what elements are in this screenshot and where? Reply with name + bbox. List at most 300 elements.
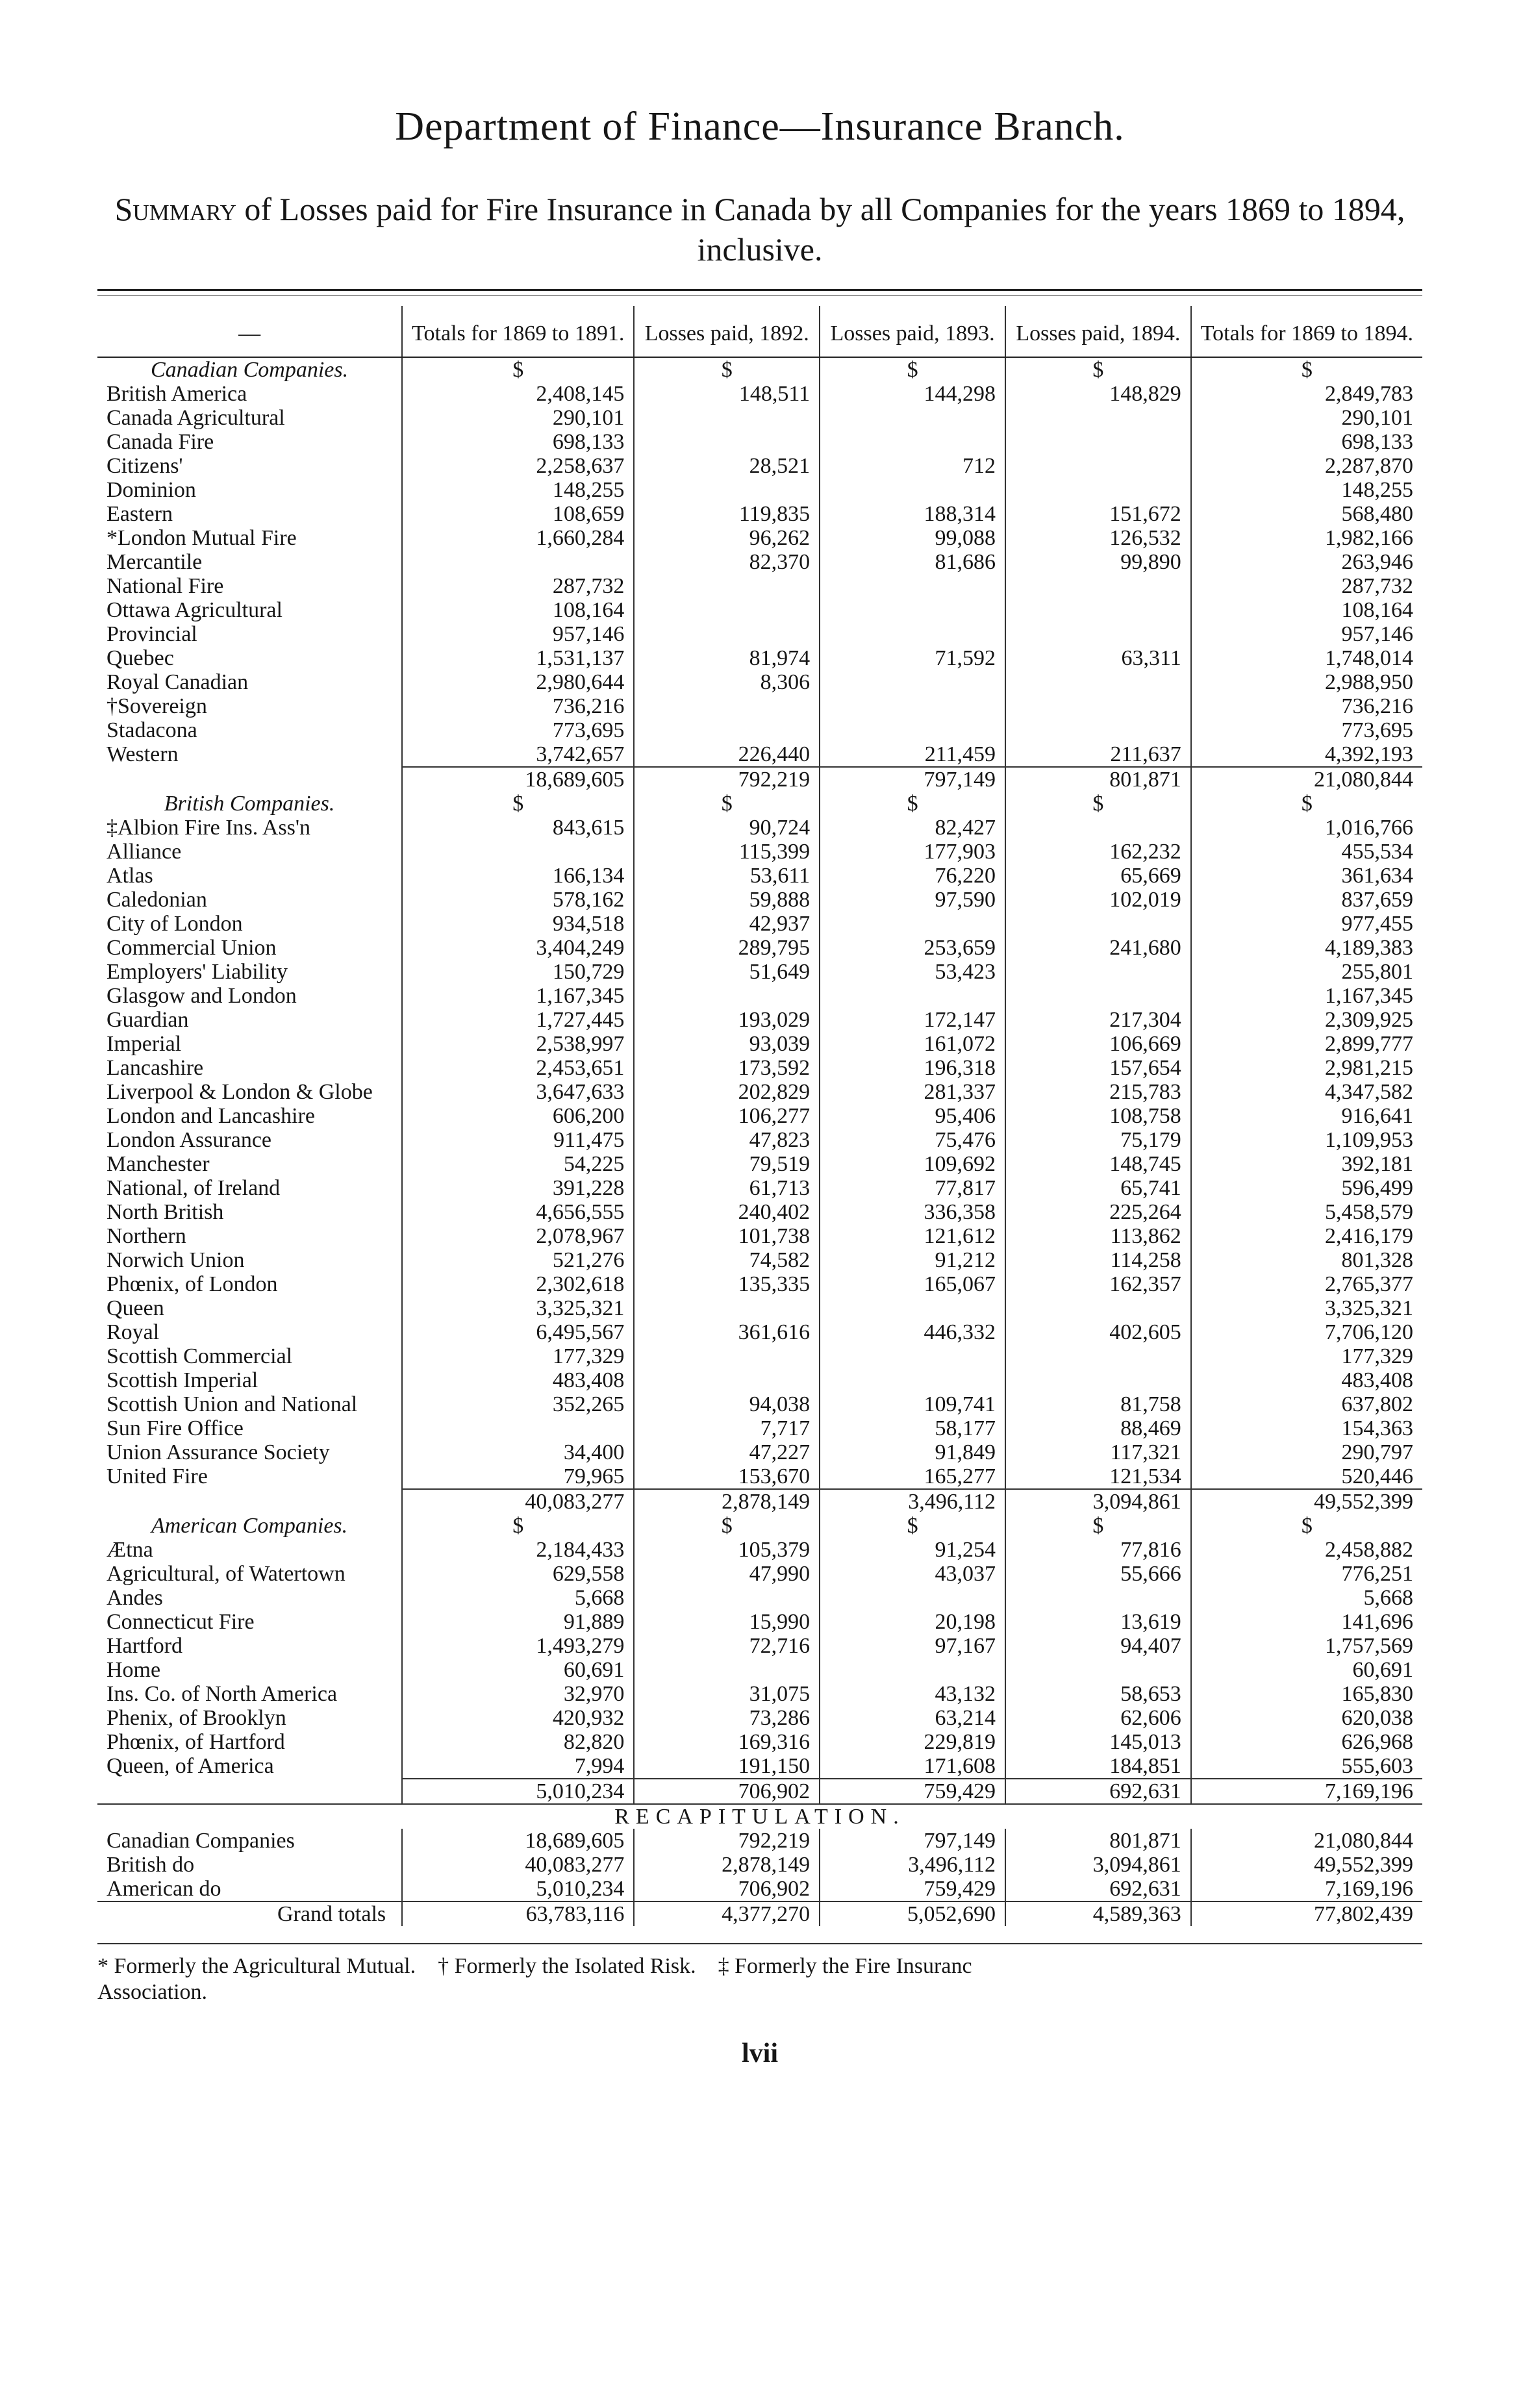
amount-cell [1005, 406, 1191, 430]
company-name: Ins. Co. of North America [107, 1682, 338, 1706]
company-name: Atlas [107, 864, 153, 888]
amount-cell: 2,078,967 [402, 1224, 634, 1248]
amount-cell: 202,829 [634, 1080, 820, 1104]
subtotal-label [97, 1779, 402, 1804]
amount-cell: 1,167,345 [402, 984, 634, 1008]
company-name: ‡Albion Fire Ins. Ass'n [107, 816, 311, 840]
amount-cell [1005, 960, 1191, 984]
table-row [97, 646, 1422, 670]
table-row [97, 1056, 1422, 1080]
amount-cell: 77,816 [1005, 1538, 1191, 1562]
amount-cell: 2,458,882 [1191, 1538, 1422, 1562]
amount-cell: 215,783 [1005, 1080, 1191, 1104]
amount-cell: 148,511 [634, 382, 820, 406]
amount-cell: 172,147 [820, 1008, 1005, 1032]
amount-cell: 54,225 [402, 1152, 634, 1176]
header-totals-1891: Totals for 1869 to 1891. [402, 306, 634, 357]
amount-cell: 65,669 [1005, 864, 1191, 888]
company-name: London and Lancashire [107, 1104, 315, 1128]
amount-cell: 229,819 [820, 1730, 1005, 1754]
amount-cell [634, 478, 820, 502]
amount-cell: 53,611 [634, 864, 820, 888]
subtotal-cell: 40,083,277 [402, 1489, 634, 1514]
amount-cell [820, 1344, 1005, 1368]
grand-total-cell: 63,783,116 [402, 1901, 634, 1926]
amount-cell: 1,016,766 [1191, 816, 1422, 840]
amount-cell: 34,400 [402, 1440, 634, 1464]
recap-cell: 49,552,399 [1191, 1853, 1422, 1877]
amount-cell [634, 574, 820, 598]
amount-cell: 2,258,637 [402, 454, 634, 478]
table-row [97, 1320, 1422, 1344]
recap-cell: 40,083,277 [402, 1853, 634, 1877]
amount-cell: 225,264 [1005, 1200, 1191, 1224]
amount-cell: 106,277 [634, 1104, 820, 1128]
amount-cell: 263,946 [1191, 550, 1422, 574]
company-name: *London Mutual Fire [107, 526, 297, 550]
amount-cell [402, 1416, 634, 1440]
company-name: Scottish Imperial [107, 1368, 258, 1392]
grand-total-cell: 4,377,270 [634, 1901, 820, 1926]
subtotal-cell: 7,169,196 [1191, 1779, 1422, 1804]
amount-cell: 148,829 [1005, 382, 1191, 406]
amount-cell: 957,146 [402, 622, 634, 646]
amount-cell: 91,212 [820, 1248, 1005, 1272]
amount-cell: 698,133 [1191, 430, 1422, 454]
table-row [97, 1368, 1422, 1392]
amount-cell: 59,888 [634, 888, 820, 912]
company-name: †Sovereign [107, 694, 207, 718]
amount-cell: 97,590 [820, 888, 1005, 912]
currency-symbol: $ [634, 792, 820, 816]
amount-cell [1005, 718, 1191, 742]
amount-cell: 837,659 [1191, 888, 1422, 912]
amount-cell [820, 1296, 1005, 1320]
section-heading: American Companies. [151, 1514, 348, 1538]
amount-cell: 79,965 [402, 1464, 634, 1489]
currency-symbol: $ [820, 357, 1005, 382]
amount-cell: 154,363 [1191, 1416, 1422, 1440]
company-name: Commercial Union [107, 936, 277, 960]
page-subtitle [97, 189, 1422, 270]
amount-cell [820, 598, 1005, 622]
amount-cell: 94,038 [634, 1392, 820, 1416]
subtotal-cell: 706,902 [634, 1779, 820, 1804]
company-name: Mercantile [107, 550, 203, 574]
amount-cell: 241,680 [1005, 936, 1191, 960]
amount-cell: 2,538,997 [402, 1032, 634, 1056]
amount-cell: 420,932 [402, 1706, 634, 1730]
company-name: Sun Fire Office [107, 1416, 244, 1440]
table-row [97, 1176, 1422, 1200]
amount-cell: 71,592 [820, 646, 1005, 670]
currency-symbol: $ [1005, 1514, 1191, 1538]
company-name: United Fire [107, 1464, 208, 1488]
amount-cell: 3,325,321 [1191, 1296, 1422, 1320]
amount-cell: 58,653 [1005, 1682, 1191, 1706]
amount-cell: 4,189,383 [1191, 936, 1422, 960]
subtitle-text: of Losses paid for Fire Insurance in Canada by all Companies for the years 1869 to 1894, inclusive. [236, 191, 1405, 268]
amount-cell: 1,982,166 [1191, 526, 1422, 550]
amount-cell: 91,849 [820, 1440, 1005, 1464]
amount-cell: 2,988,950 [1191, 670, 1422, 694]
document-page [97, 0, 1422, 2069]
amount-cell: 1,531,137 [402, 646, 634, 670]
header-losses-1892: Losses paid, 1892. [634, 306, 820, 357]
amount-cell: 3,325,321 [402, 1296, 634, 1320]
amount-cell: 2,309,925 [1191, 1008, 1422, 1032]
amount-cell: 99,088 [820, 526, 1005, 550]
amount-cell: 108,659 [402, 502, 634, 526]
amount-cell [820, 694, 1005, 718]
amount-cell: 773,695 [1191, 718, 1422, 742]
currency-symbol: $ [402, 792, 634, 816]
amount-cell: 60,691 [402, 1658, 634, 1682]
amount-cell: 287,732 [402, 574, 634, 598]
amount-cell: 736,216 [1191, 694, 1422, 718]
table-row [97, 1464, 1422, 1489]
recap-cell: 797,149 [820, 1829, 1005, 1853]
recapitulation-title: RECAPITULATION. [97, 1804, 1422, 1829]
subtotal-row [97, 1489, 1422, 1514]
amount-cell: 1,660,284 [402, 526, 634, 550]
amount-cell: 43,132 [820, 1682, 1005, 1706]
amount-cell [1005, 984, 1191, 1008]
amount-cell: 1,493,279 [402, 1634, 634, 1658]
table-row [97, 718, 1422, 742]
subtotal-row [97, 1779, 1422, 1804]
amount-cell: 121,612 [820, 1224, 1005, 1248]
amount-cell [1005, 1658, 1191, 1682]
amount-cell: 977,455 [1191, 912, 1422, 936]
company-name: Union Assurance Society [107, 1440, 330, 1464]
table-row [97, 816, 1422, 840]
amount-cell [634, 1368, 820, 1392]
company-name: Connecticut Fire [107, 1610, 255, 1634]
company-name: Lancashire [107, 1056, 204, 1080]
recap-cell: 801,871 [1005, 1829, 1191, 1853]
subtotal-cell: 49,552,399 [1191, 1489, 1422, 1514]
amount-cell: 166,134 [402, 864, 634, 888]
company-name: Western [107, 742, 179, 766]
table-row [97, 1754, 1422, 1779]
currency-symbol: $ [820, 792, 1005, 816]
table-row [97, 1440, 1422, 1464]
amount-cell: 108,164 [402, 598, 634, 622]
company-name: Canada Agricultural [107, 406, 285, 430]
subtotal-cell: 759,429 [820, 1779, 1005, 1804]
amount-cell [820, 670, 1005, 694]
amount-cell: 7,717 [634, 1416, 820, 1440]
amount-cell: 637,802 [1191, 1392, 1422, 1416]
company-name: Norwich Union [107, 1248, 245, 1272]
amount-cell: 1,748,014 [1191, 646, 1422, 670]
table-row [97, 526, 1422, 550]
footnote-dagger: † Formerly the Isolated Risk. [438, 1954, 696, 1978]
amount-cell: 153,670 [634, 1464, 820, 1489]
amount-cell: 911,475 [402, 1128, 634, 1152]
amount-cell: 13,619 [1005, 1610, 1191, 1634]
company-name: Provincial [107, 622, 197, 646]
amount-cell: 47,823 [634, 1128, 820, 1152]
table-row [97, 1610, 1422, 1634]
company-name: London Assurance [107, 1128, 272, 1152]
amount-cell: 97,167 [820, 1634, 1005, 1658]
recap-cell: 2,878,149 [634, 1853, 820, 1877]
amount-cell [1005, 430, 1191, 454]
company-name: Royal Canadian [107, 670, 249, 694]
company-name: Canada Fire [107, 430, 214, 454]
amount-cell: 5,458,579 [1191, 1200, 1422, 1224]
company-name: Imperial [107, 1032, 182, 1056]
amount-cell: 162,232 [1005, 840, 1191, 864]
subtotal-cell: 801,871 [1005, 767, 1191, 792]
table-row [97, 1344, 1422, 1368]
amount-cell: 109,692 [820, 1152, 1005, 1176]
amount-cell: 736,216 [402, 694, 634, 718]
amount-cell [1005, 694, 1191, 718]
table-row [97, 888, 1422, 912]
amount-cell: 90,724 [634, 816, 820, 840]
amount-cell: 5,668 [1191, 1586, 1422, 1610]
company-name: Dominion [107, 478, 196, 502]
footnotes [97, 1943, 1422, 2005]
amount-cell: 1,167,345 [1191, 984, 1422, 1008]
table-row [97, 1392, 1422, 1416]
table-row [97, 1104, 1422, 1128]
amount-cell: 6,495,567 [402, 1320, 634, 1344]
company-name: National Fire [107, 574, 224, 598]
amount-cell: 289,795 [634, 936, 820, 960]
currency-symbol: $ [402, 1514, 634, 1538]
amount-cell: 165,067 [820, 1272, 1005, 1296]
company-name: Alliance [107, 840, 182, 864]
amount-cell [634, 718, 820, 742]
amount-cell: 3,404,249 [402, 936, 634, 960]
company-name: Liverpool & London & Globe [107, 1080, 373, 1104]
company-name: Phœnix, of London [107, 1272, 278, 1296]
amount-cell: 82,370 [634, 550, 820, 574]
footnote-ddagger-cont: Association. [97, 1980, 208, 2004]
table-row [97, 1128, 1422, 1152]
company-name: Guardian [107, 1008, 189, 1032]
header-losses-1893: Losses paid, 1893. [820, 306, 1005, 357]
subtotal-label [97, 1489, 402, 1514]
amount-cell: 117,321 [1005, 1440, 1191, 1464]
subtotal-cell: 3,496,112 [820, 1489, 1005, 1514]
amount-cell: 843,615 [402, 816, 634, 840]
amount-cell: 169,316 [634, 1730, 820, 1754]
currency-symbol: $ [1005, 792, 1191, 816]
amount-cell: 77,817 [820, 1176, 1005, 1200]
amount-cell: 8,306 [634, 670, 820, 694]
amount-cell: 82,820 [402, 1730, 634, 1754]
company-name: Quebec [107, 646, 174, 670]
table-row [97, 1538, 1422, 1562]
table-row [97, 430, 1422, 454]
amount-cell: 114,258 [1005, 1248, 1191, 1272]
recap-cell: 759,429 [820, 1877, 1005, 1901]
amount-cell: 290,101 [1191, 406, 1422, 430]
amount-cell: 94,407 [1005, 1634, 1191, 1658]
amount-cell: 253,659 [820, 936, 1005, 960]
amount-cell: 191,150 [634, 1754, 820, 1779]
amount-cell: 150,729 [402, 960, 634, 984]
amount-cell: 455,534 [1191, 840, 1422, 864]
amount-cell: 2,408,145 [402, 382, 634, 406]
grand-total-cell: 4,589,363 [1005, 1901, 1191, 1926]
company-name: Queen [107, 1296, 164, 1320]
company-name: Caledonian [107, 888, 207, 912]
amount-cell: 2,980,644 [402, 670, 634, 694]
table-row [97, 1296, 1422, 1320]
amount-cell: 1,757,569 [1191, 1634, 1422, 1658]
amount-cell: 211,637 [1005, 742, 1191, 767]
amount-cell: 177,329 [1191, 1344, 1422, 1368]
subtotal-cell: 21,080,844 [1191, 767, 1422, 792]
recap-cell: 792,219 [634, 1829, 820, 1853]
amount-cell: 801,328 [1191, 1248, 1422, 1272]
amount-cell: 99,890 [1005, 550, 1191, 574]
amount-cell: 47,990 [634, 1562, 820, 1586]
subtotal-label [97, 767, 402, 792]
currency-symbol: $ [634, 357, 820, 382]
amount-cell: 361,616 [634, 1320, 820, 1344]
amount-cell: 108,758 [1005, 1104, 1191, 1128]
subtotal-row [97, 767, 1422, 792]
amount-cell [1005, 598, 1191, 622]
amount-cell: 290,101 [402, 406, 634, 430]
amount-cell: 2,765,377 [1191, 1272, 1422, 1296]
amount-cell: 75,179 [1005, 1128, 1191, 1152]
table-row [97, 574, 1422, 598]
page-number: lvii [741, 2038, 778, 2068]
company-name: Citizens' [107, 454, 183, 478]
table-row [97, 912, 1422, 936]
amount-cell: 20,198 [820, 1610, 1005, 1634]
amount-cell: 177,329 [402, 1344, 634, 1368]
amount-cell: 2,453,651 [402, 1056, 634, 1080]
subtotal-cell: 3,094,861 [1005, 1489, 1191, 1514]
recap-title-row [97, 1804, 1422, 1829]
recap-row [97, 1853, 1422, 1877]
amount-cell: 91,254 [820, 1538, 1005, 1562]
amount-cell [634, 1296, 820, 1320]
amount-cell: 74,582 [634, 1248, 820, 1272]
amount-cell: 58,177 [820, 1416, 1005, 1440]
subtitle-lead: Summary [114, 191, 236, 227]
company-name: Agricultural, of Watertown [107, 1562, 346, 1586]
recap-cell: 706,902 [634, 1877, 820, 1901]
amount-cell: 1,109,953 [1191, 1128, 1422, 1152]
amount-cell: 2,416,179 [1191, 1224, 1422, 1248]
amount-cell [820, 984, 1005, 1008]
company-name: Phœnix, of Hartford [107, 1730, 285, 1754]
company-name: North British [107, 1200, 224, 1224]
currency-symbol: $ [1191, 357, 1422, 382]
table-row [97, 1248, 1422, 1272]
header-row [97, 306, 1422, 357]
company-name: Phenix, of Brooklyn [107, 1706, 286, 1730]
losses-table [97, 306, 1422, 1926]
amount-cell: 520,446 [1191, 1464, 1422, 1489]
amount-cell: 148,255 [1191, 478, 1422, 502]
amount-cell: 2,981,215 [1191, 1056, 1422, 1080]
amount-cell: 145,013 [1005, 1730, 1191, 1754]
subtotal-cell: 2,878,149 [634, 1489, 820, 1514]
grand-total-label: Grand totals [97, 1901, 402, 1926]
amount-cell: 281,337 [820, 1080, 1005, 1104]
amount-cell: 82,427 [820, 816, 1005, 840]
amount-cell: 957,146 [1191, 622, 1422, 646]
table-row [97, 1272, 1422, 1296]
page-title: Department of Finance—Insurance Branch. [395, 105, 1125, 149]
amount-cell: 165,830 [1191, 1682, 1422, 1706]
table-row [97, 1416, 1422, 1440]
amount-cell: 193,029 [634, 1008, 820, 1032]
subtotal-cell: 692,631 [1005, 1779, 1191, 1804]
amount-cell: 3,647,633 [402, 1080, 634, 1104]
amount-cell: 115,399 [634, 840, 820, 864]
table-body [97, 357, 1422, 1926]
amount-cell [1005, 574, 1191, 598]
amount-cell: 151,672 [1005, 502, 1191, 526]
amount-cell [820, 1368, 1005, 1392]
amount-cell: 47,227 [634, 1440, 820, 1464]
company-name: British America [107, 382, 247, 406]
recap-cell: 7,169,196 [1191, 1877, 1422, 1901]
amount-cell [820, 718, 1005, 742]
amount-cell [820, 912, 1005, 936]
amount-cell [634, 1344, 820, 1368]
amount-cell [1005, 1296, 1191, 1320]
amount-cell: 60,691 [1191, 1658, 1422, 1682]
amount-cell [1005, 622, 1191, 646]
currency-symbol: $ [1005, 357, 1191, 382]
amount-cell: 352,265 [402, 1392, 634, 1416]
double-rule [97, 289, 1422, 295]
amount-cell: 15,990 [634, 1610, 820, 1634]
amount-cell [634, 598, 820, 622]
table-row [97, 936, 1422, 960]
amount-cell: 61,713 [634, 1176, 820, 1200]
table-row [97, 1008, 1422, 1032]
recap-label: American do [107, 1877, 221, 1901]
amount-cell: 391,228 [402, 1176, 634, 1200]
amount-cell: 606,200 [402, 1104, 634, 1128]
amount-cell: 148,255 [402, 478, 634, 502]
table-row [97, 1224, 1422, 1248]
amount-cell: 135,335 [634, 1272, 820, 1296]
amount-cell: 81,758 [1005, 1392, 1191, 1416]
amount-cell: 31,075 [634, 1682, 820, 1706]
amount-cell: 240,402 [634, 1200, 820, 1224]
table-row [97, 382, 1422, 406]
table-row [97, 1730, 1422, 1754]
amount-cell [1005, 454, 1191, 478]
table-row [97, 864, 1422, 888]
amount-cell: 521,276 [402, 1248, 634, 1272]
amount-cell [634, 622, 820, 646]
amount-cell: 81,686 [820, 550, 1005, 574]
amount-cell: 81,974 [634, 646, 820, 670]
amount-cell [820, 478, 1005, 502]
amount-cell: 113,862 [1005, 1224, 1191, 1248]
company-name: Stadacona [107, 718, 197, 742]
company-name: Home [107, 1658, 161, 1682]
company-name: Queen, of America [107, 1754, 274, 1778]
amount-cell: 620,038 [1191, 1706, 1422, 1730]
